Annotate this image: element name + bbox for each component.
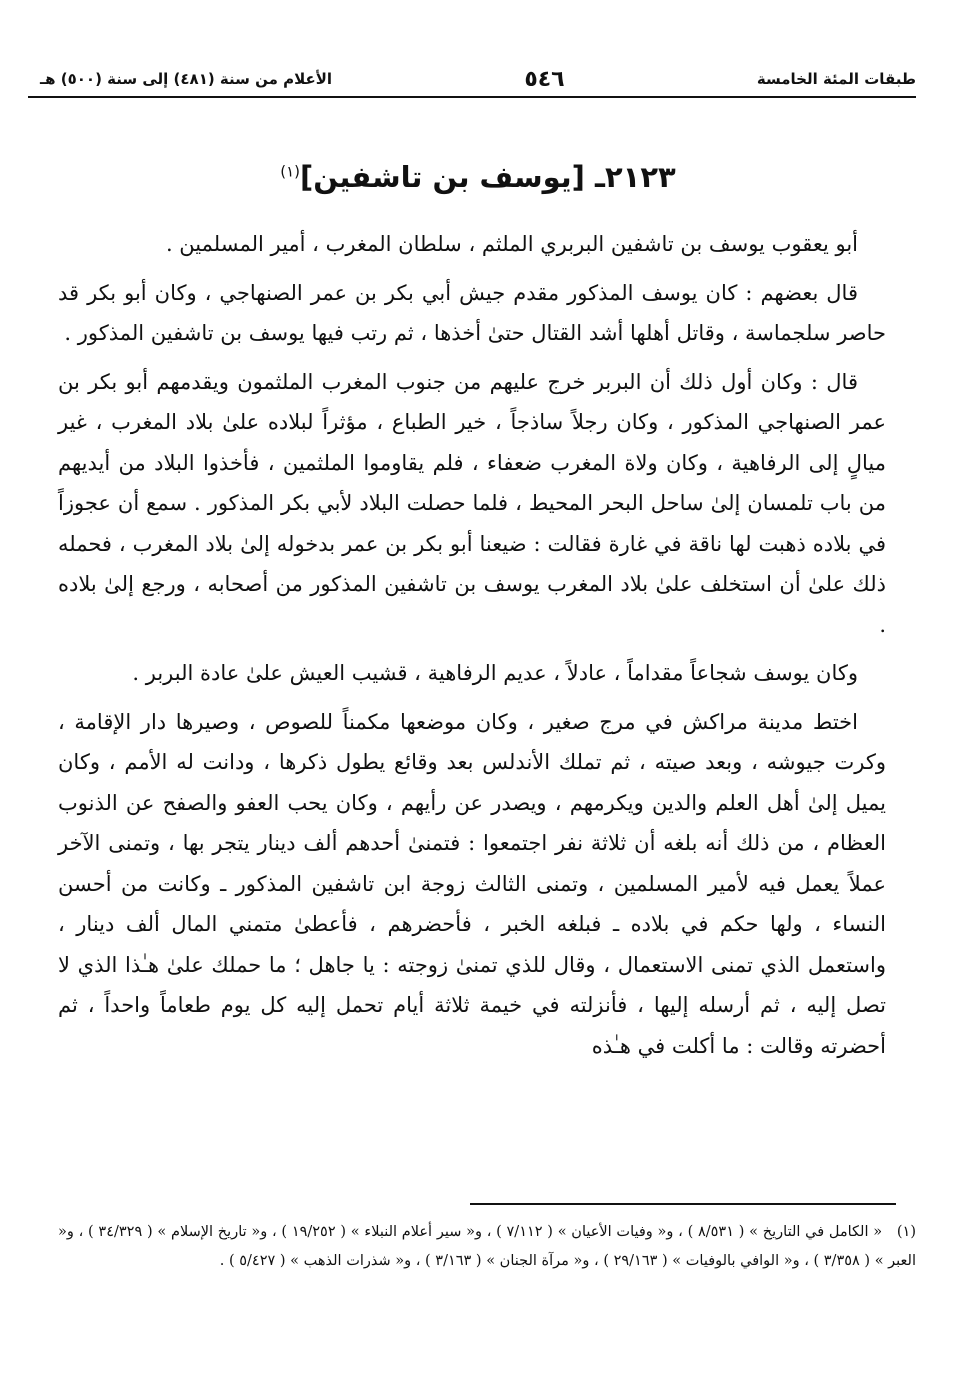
- header-year-range: الأعلام من سنة (٤٨١) إلى سنة (٥٠٠) هـ: [40, 70, 333, 88]
- paragraph: قال بعضهم : كان يوسف المذكور مقدم جيش أبي بكر بن عمر الصنهاجي ، وكان أبو بكر قد حاصر سلجماسة ، وقاتل أهلها أشد القتال حتىٰ أخذها ، ثم رتب فيها يوسف بن تاشفين المذكور .: [58, 280, 886, 345]
- paragraph: وكان يوسف شجاعاً مقداماً ، عادلاً ، عديم الرفاهية ، قشيب العيش علىٰ عادة البربر .: [132, 661, 858, 685]
- header-section-title: طبقات المئة الخامسة: [756, 70, 916, 88]
- paragraph: اختط مدينة مراكش في مرج صغير ، وكان موضعها مكمناً للصوص ، وصيرها دار الإقامة ، وكرت جيوشه ، وبعد صيته ، ثم تملك الأندلس بعد وقائع يطول ذكرها ، ودانت له الأمم ، وكان يميل إلىٰ أهل العلم والدين ويكرمهم ، ويصدر عن رأيهم ، وكان يحب العفو والصفح عن الذنوب العظام ، من ذلك أنه بلغه أن ثلاثة نفر اجتمعوا : فتمنىٰ أحدهم ألف دينار يتجر بها ، وتمنى الآخر عملاً يعمل فيه لأمير المسلمين ، وتمنى الثالث زوجة ابن تاشفين المذكور ـ وكانت من أحسن النساء ، ولها حكم في بلاده ـ فبلغه الخبر ، فأحضرهم ، فأعطىٰ متمني المال ألف دينار ، واستعمل الذي تمنى الاستعمال ، وقال للذي تمنىٰ زوجته : يا جاهل ؛ ما حملك علىٰ هـٰذا الذي لا تصل إليه ، ثم أرسله إليها ، فأنزلته في خيمة ثلاثة أيام تحمل إليه كل يوم طعاماً واحداً ، ثم أحضرته وقالت : ما أكلت في هـٰذه: [58, 709, 886, 1058]
- page-number: ٥٤٦: [524, 66, 565, 92]
- entry-title-text: ٢١٢٣ـ [يوسف بن تاشفين]: [300, 160, 676, 194]
- footnote: [58, 1218, 916, 1275]
- entry-title: [60, 160, 896, 194]
- paragraph: قال : وكان أول ذلك أن البربر خرج عليهم من جنوب المغرب الملثمون ويقدمهم أبو بكر بن عمر الصنهاجي المذكور ، وكان رجلاً ساذجاً ، خير الطباع ، مؤثراً لبلاده علىٰ بلاد المغرب ، غير ميالٍ إلى الرفاهية ، وكان ولاة المغرب ضعفاء ، فلم يقاوموا الملثمين ، فأخذوا البلاد من أيديهم من باب تلمسان إلىٰ ساحل البحر المحيط ، فلما حصلت البلاد لأبي بكر المذكور . سمع أن عجوزاً في بلاده ذهبت لها ناقة في غارة فقالت : ضيعنا أبو بكر بن عمر بدخوله إلىٰ بلاد المغرب ، فحمله ذلك علىٰ أن استخلف علىٰ بلاد المغرب يوسف بن تاشفين المذكور من أصحابه ، ورجع إلىٰ بلاده .: [58, 369, 886, 637]
- header-divider: [28, 96, 916, 98]
- footnote-number: (١): [896, 1224, 916, 1240]
- paragraph: أبو يعقوب يوسف بن تاشفين البربري الملثم ، سلطان المغرب ، أمير المسلمين .: [165, 232, 858, 256]
- footnote-text: « الكامل في التاريخ » ( ٨/٥٣١ ) ، و« وفيات الأعيان » ( ٧/١١٢ ) ، و« سير أعلام النبلاء » ( ١٩/٢٥٢ ) ، و« تاريخ الإسلام » ( ٣٤/٣٢٩ ) ، و« العبر » ( ٣/٣٥٨ ) ، و« الوافي بالوفيات » ( ٢٩/١٦٣ ) ، و« مرآة الجنان » ( ٣/١٦٣ ) ، و« شذرات الذهب » ( ٥/٤٢٧ ) .: [58, 1224, 916, 1269]
- footnote-reference: (١): [280, 162, 301, 181]
- entry-body: [58, 224, 886, 1074]
- running-header: [40, 62, 916, 96]
- footnote-divider: [470, 1203, 896, 1205]
